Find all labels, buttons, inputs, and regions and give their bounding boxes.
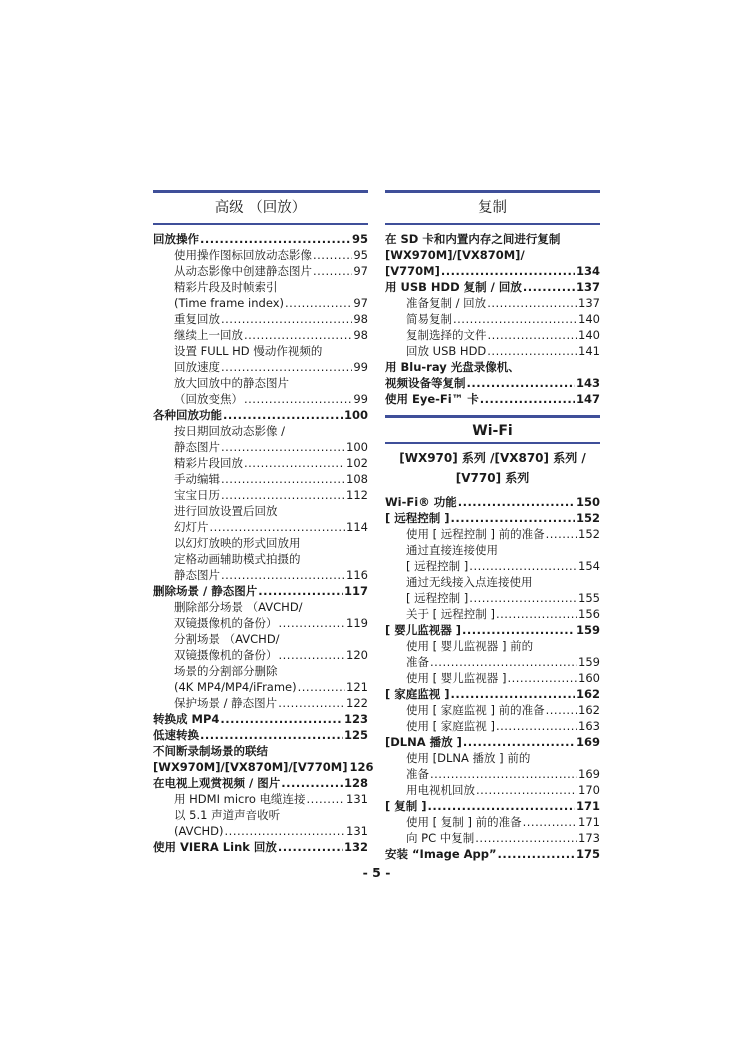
- dot-leader: [488, 327, 578, 343]
- toc-entry[interactable]: [153, 311, 368, 327]
- toc-entry[interactable]: [385, 343, 600, 359]
- dot-leader: [496, 606, 577, 622]
- toc-entry-title: 安装 “Image App”: [385, 847, 497, 861]
- toc-entry[interactable]: [385, 295, 600, 311]
- dot-leader: [430, 654, 577, 670]
- toc-entry-page: 128: [343, 776, 368, 790]
- toc-entry-title: 视频设备等复制: [385, 376, 466, 390]
- toc-entry[interactable]: [385, 814, 600, 830]
- toc-entry[interactable]: [153, 455, 368, 471]
- toc-entry-title: 使用 [ 家庭监视 ] 前的准备: [406, 703, 545, 717]
- toc-entry-page: 171: [578, 815, 600, 829]
- toc-entry-text: [WX970M]/[VX870M]/: [385, 248, 525, 262]
- toc-entry-title: 删除场景 / 静态图片: [153, 584, 258, 598]
- section-header-copy: 复制: [385, 190, 600, 225]
- toc-entry-title: 用 USB HDD 复制 / 回放: [385, 280, 522, 294]
- toc-entry-title: (4K MP4/MP4/iFrame): [174, 680, 297, 694]
- toc-entry[interactable]: [385, 327, 600, 343]
- dot-leader: [487, 343, 577, 359]
- toc-entry[interactable]: [385, 782, 600, 798]
- dot-leader: [313, 247, 352, 263]
- toc-list-right: [385, 231, 600, 407]
- toc-entry[interactable]: [153, 407, 368, 423]
- toc-entry-title: [ 婴儿监视器 ]: [385, 623, 462, 637]
- toc-entry[interactable]: [385, 734, 600, 750]
- toc-entry[interactable]: [153, 471, 368, 487]
- toc-entry-page: 131: [346, 824, 368, 838]
- dot-leader: [221, 439, 345, 455]
- dot-leader: [463, 734, 575, 750]
- toc-entry[interactable]: [385, 702, 600, 718]
- toc-entry[interactable]: [153, 439, 368, 455]
- dot-leader: [487, 295, 577, 311]
- toc-entry-page: 156: [578, 607, 600, 621]
- toc-entry-page: 147: [575, 392, 600, 406]
- toc-entry[interactable]: [385, 622, 600, 638]
- toc-entry-page: 95: [353, 248, 368, 262]
- toc-entry[interactable]: [385, 311, 600, 327]
- toc-entry-title: 简易复制: [406, 312, 452, 326]
- toc-entry-text: 使用 [ 婴儿监视器 ] 前的: [406, 639, 534, 653]
- toc-entry-page: 114: [346, 520, 368, 534]
- toc-entry[interactable]: [385, 686, 600, 702]
- toc-entry-title: 向 PC 中复制: [406, 831, 475, 845]
- toc-entry-page: 132: [343, 840, 368, 854]
- toc-entry[interactable]: [153, 295, 368, 311]
- toc-entry-title: [WX970M]/[VX870M]/[V770M]: [153, 760, 348, 774]
- toc-entry-page: 150: [575, 495, 600, 509]
- toc-entry-title: [ 远程控制 ]: [406, 559, 469, 573]
- toc-entry-title: 精彩片段回放: [174, 456, 243, 470]
- toc-entry-page: 97: [353, 296, 368, 310]
- dot-leader: [313, 263, 352, 279]
- toc-entry-title: 回放操作: [153, 232, 199, 246]
- toc-entry-page: 134: [575, 264, 600, 278]
- toc-entry-title: 使用 VIERA Link 回放: [153, 840, 277, 854]
- toc-entry[interactable]: [153, 487, 368, 503]
- toc-entry-title: Wi-Fi® 功能: [385, 495, 457, 509]
- dot-leader: [546, 526, 577, 542]
- toc-entry-title: 准备: [406, 655, 429, 669]
- toc-entry[interactable]: [153, 615, 368, 631]
- toc-entry-title: 幻灯片: [174, 520, 209, 534]
- toc-entry-title: 用电视机回放: [406, 783, 475, 797]
- toc-entry-page: 155: [578, 591, 600, 605]
- toc-entry-page: 121: [346, 680, 368, 694]
- toc-list-wifi: [385, 494, 600, 862]
- dot-leader: [244, 327, 352, 343]
- dot-leader: [451, 510, 575, 526]
- toc-entry-page: 123: [343, 712, 368, 726]
- toc-entry-page: 173: [578, 831, 600, 845]
- toc-entry-page: 169: [575, 735, 600, 749]
- dot-leader: [498, 846, 575, 862]
- toc-entry-page: 140: [578, 312, 600, 326]
- toc-entry-title: 使用 [ 家庭监视 ]: [406, 719, 495, 733]
- toc-entry-text: 定格动画辅助模式拍摄的: [174, 552, 301, 566]
- toc-entry-text: 以幻灯放映的形式回放用: [174, 536, 301, 550]
- dot-leader: [546, 702, 577, 718]
- dot-leader: [523, 814, 577, 830]
- toc-entry[interactable]: [385, 670, 600, 686]
- toc-entry-title: 使用操作图标回放动态影像: [174, 248, 312, 262]
- toc-entry-title: 准备复制 / 回放: [406, 296, 487, 310]
- toc-entry-title: 关于 [ 远程控制 ]: [406, 607, 495, 621]
- toc-entry[interactable]: [385, 798, 600, 814]
- toc-entry-title: 静态图片: [174, 440, 220, 454]
- toc-entry[interactable]: [385, 263, 600, 279]
- toc-column-left: [153, 190, 374, 855]
- dot-leader: [458, 494, 575, 510]
- toc-entry-text: 设置 FULL HD 慢动作视频的: [174, 344, 323, 358]
- toc-entry-page: 98: [353, 328, 368, 342]
- toc-entry-text: 使用 [DLNA 播放 ] 前的: [406, 751, 531, 765]
- toc-entry-page: 162: [578, 703, 600, 717]
- dot-leader: [307, 791, 346, 807]
- toc-entry-title: 保护场景 / 静态图片: [174, 696, 278, 710]
- dot-leader: [475, 830, 577, 846]
- toc-entry-text: 在 SD 卡和内置内存之间进行复制: [385, 232, 561, 246]
- toc-entry-page: 112: [346, 488, 368, 502]
- toc-entry-page: 163: [578, 719, 600, 733]
- toc-entry[interactable]: [153, 679, 368, 695]
- dot-leader: [281, 775, 343, 791]
- dot-leader: [451, 686, 575, 702]
- toc-entry-page: 100: [343, 408, 368, 422]
- toc-entry-title: (AVCHD): [174, 824, 224, 838]
- toc-entry-text: 删除部分场景 （AVCHD/: [174, 600, 303, 614]
- toc-entry[interactable]: [153, 231, 368, 247]
- toc-entry-title: 使用 Eye-Fi™ 卡: [385, 392, 479, 406]
- toc-entry-text: 以 5.1 声道声音收听: [174, 808, 281, 822]
- dot-leader: [523, 279, 575, 295]
- toc-entry-page: 119: [346, 616, 368, 630]
- toc-entry-page: 170: [578, 783, 600, 797]
- toc-entry-page: 152: [575, 511, 600, 525]
- toc-entry-title: 双镜摄像机的备份）: [174, 616, 278, 630]
- section-header-advanced-playback: 高级 （回放）: [153, 190, 368, 225]
- toc-entry-page: 141: [578, 344, 600, 358]
- toc-entry-page: 100: [346, 440, 368, 454]
- toc-entry[interactable]: [385, 526, 600, 542]
- toc-entry[interactable]: [153, 839, 368, 855]
- toc-entry-title: 各种回放功能: [153, 408, 222, 422]
- toc-entry[interactable]: [153, 391, 368, 407]
- toc-entry-page: 171: [575, 799, 600, 813]
- toc-entry-title: 用 HDMI micro 电缆连接: [174, 792, 306, 806]
- toc-entry-title: [ 复制 ]: [385, 799, 427, 813]
- dot-leader: [453, 311, 577, 327]
- dot-leader: [221, 359, 352, 375]
- toc-entry-title: 准备: [406, 767, 429, 781]
- toc-entry-title: [V770M]: [385, 264, 440, 278]
- toc-entry[interactable]: [385, 558, 600, 574]
- toc-entry-page: 98: [353, 312, 368, 326]
- toc-entry-title: 使用 [ 复制 ] 前的准备: [406, 815, 522, 829]
- toc-entry[interactable]: [385, 279, 600, 295]
- toc-entry-title: (Time frame index): [174, 296, 284, 310]
- toc-entry-text: 分割场景 （AVCHD/: [174, 632, 280, 646]
- dot-leader: [476, 782, 577, 798]
- toc-entry-page: 143: [575, 376, 600, 390]
- toc-entry[interactable]: [385, 494, 600, 510]
- toc-entry[interactable]: [153, 583, 368, 599]
- toc-entry[interactable]: [385, 606, 600, 622]
- toc-entry-title: （回放变焦）: [174, 392, 243, 406]
- toc-entry-title: 转换成 MP4: [153, 712, 220, 726]
- section-header-wifi: Wi-Fi: [385, 415, 600, 444]
- toc-entry-page: 131: [346, 792, 368, 806]
- toc-entry-text: 精彩片段及时帧索引: [174, 280, 278, 294]
- toc-entry-page: 175: [575, 847, 600, 861]
- toc-entry-page: 159: [578, 655, 600, 669]
- toc-entry-page: 95: [351, 232, 368, 246]
- toc-entry-page: 108: [346, 472, 368, 486]
- toc-entry-text: 按日期回放动态影像 /: [174, 424, 286, 438]
- toc-entry-title: 宝宝日历: [174, 488, 220, 502]
- toc-list-left: [153, 231, 374, 855]
- toc-entry-title: 低速转换: [153, 728, 199, 742]
- toc-entry-text: 放大回放中的静态图片: [174, 376, 289, 390]
- toc-entry-page: 117: [343, 584, 368, 598]
- dot-leader: [480, 391, 575, 407]
- toc-entry[interactable]: [385, 766, 600, 782]
- dot-leader: [220, 711, 343, 727]
- toc-entry-page: 152: [578, 527, 600, 541]
- dot-leader: [467, 375, 575, 391]
- dot-leader: [428, 798, 575, 814]
- toc-entry[interactable]: [153, 791, 368, 807]
- dot-leader: [507, 670, 577, 686]
- dot-leader: [469, 558, 577, 574]
- toc-entry-title: [DLNA 播放 ]: [385, 735, 462, 749]
- toc-entry-text: 场景的分割部分删除: [174, 664, 278, 678]
- toc-entry-title: 继续上一回放: [174, 328, 243, 342]
- dot-leader: [496, 718, 577, 734]
- wifi-models-line-2: [V770] 系列: [455, 471, 530, 485]
- toc-entry-page: 159: [575, 623, 600, 637]
- toc-entry[interactable]: [153, 647, 368, 663]
- dot-leader: [441, 263, 575, 279]
- toc-column-right: [385, 190, 600, 862]
- dot-leader: [285, 295, 352, 311]
- toc-entry-page: 120: [346, 648, 368, 662]
- toc-entry-page: 160: [578, 671, 600, 685]
- toc-entry-title: 复制选择的文件: [406, 328, 487, 342]
- toc-entry[interactable]: [153, 775, 368, 791]
- dot-leader: [221, 471, 345, 487]
- toc-entry-page: 140: [578, 328, 600, 342]
- toc-entry-text: 用 Blu-ray 光盘录像机、: [385, 360, 520, 374]
- dot-leader: [221, 567, 345, 583]
- dot-leader: [244, 391, 352, 407]
- toc-entry-page: 162: [575, 687, 600, 701]
- toc-entry[interactable]: [153, 695, 368, 711]
- toc-entry-page: 126: [349, 760, 374, 774]
- dot-leader: [258, 583, 343, 599]
- dot-leader: [200, 727, 343, 743]
- toc-entry-page: 125: [343, 728, 368, 742]
- toc-entry-title: 回放速度: [174, 360, 220, 374]
- toc-entry-page: 116: [346, 568, 368, 582]
- toc-entry[interactable]: [153, 711, 368, 727]
- toc-entry-text: 进行回放设置后回放: [174, 504, 278, 518]
- toc-entry-title: 使用 [ 婴儿监视器 ]: [406, 671, 507, 685]
- toc-entry-title: 回放 USB HDD: [406, 344, 487, 358]
- toc-entry-title: 使用 [ 远程控制 ] 前的准备: [406, 527, 545, 541]
- toc-entry[interactable]: [153, 519, 368, 535]
- dot-leader: [469, 590, 577, 606]
- toc-entry-page: 122: [346, 696, 368, 710]
- dot-leader: [221, 487, 345, 503]
- dot-leader: [225, 823, 346, 839]
- toc-entry-title: 手动编辑: [174, 472, 220, 486]
- toc-entry[interactable]: [385, 375, 600, 391]
- toc-entry[interactable]: [153, 247, 368, 263]
- toc-entry[interactable]: [153, 759, 374, 775]
- toc-entry-title: 在电视上观赏视频 / 图片: [153, 776, 281, 790]
- dot-leader: [244, 455, 345, 471]
- dot-leader: [223, 407, 343, 423]
- toc-entry[interactable]: [385, 718, 600, 734]
- toc-entry[interactable]: [385, 391, 600, 407]
- toc-entry[interactable]: [385, 846, 600, 862]
- toc-entry-title: [ 家庭监视 ]: [385, 687, 450, 701]
- toc-entry[interactable]: [385, 590, 600, 606]
- toc-entry-page: 169: [578, 767, 600, 781]
- toc-entry[interactable]: [153, 727, 368, 743]
- toc-entry[interactable]: [385, 654, 600, 670]
- toc-entry[interactable]: [153, 327, 368, 343]
- toc-entry-page: 97: [353, 264, 368, 278]
- dot-leader: [279, 615, 346, 631]
- toc-entry[interactable]: [385, 830, 600, 846]
- dot-leader: [279, 647, 346, 663]
- toc-entry-page: 154: [578, 559, 600, 573]
- toc-entry-title: 双镜摄像机的备份）: [174, 648, 278, 662]
- toc-entry-text: 通过直接连接使用: [406, 543, 498, 557]
- wifi-models-line-1: [WX970] 系列 /[VX870] 系列 /: [399, 451, 586, 465]
- toc-entry-title: 静态图片: [174, 568, 220, 582]
- toc-entry[interactable]: [153, 359, 368, 375]
- dot-leader: [278, 839, 343, 855]
- toc-entry[interactable]: [153, 823, 368, 839]
- dot-leader: [462, 622, 575, 638]
- toc-entry-page: 137: [575, 280, 600, 294]
- dot-leader: [221, 311, 352, 327]
- toc-entry[interactable]: [385, 510, 600, 526]
- toc-entry-title: [ 远程控制 ]: [406, 591, 469, 605]
- page-number: - 5 -: [362, 865, 391, 880]
- dot-leader: [430, 766, 577, 782]
- toc-entry-title: 从动态影像中创建静态图片: [174, 264, 312, 278]
- toc-entry-title: [ 远程控制 ]: [385, 511, 450, 525]
- toc-entry-page: 99: [353, 360, 368, 374]
- dot-leader: [298, 679, 345, 695]
- toc-entry-text: 不间断录制场景的联结: [153, 744, 268, 758]
- dot-leader: [210, 519, 346, 535]
- toc-entry-page: 102: [346, 456, 368, 470]
- toc-entry[interactable]: [153, 567, 368, 583]
- toc-entry-title: 重复回放: [174, 312, 220, 326]
- dot-leader: [278, 695, 345, 711]
- toc-entry-page: 99: [353, 392, 368, 406]
- toc-entry[interactable]: [153, 263, 368, 279]
- toc-entry-text: 通过无线接入点连接使用: [406, 575, 533, 589]
- dot-leader: [200, 231, 351, 247]
- toc-entry-page: 137: [578, 296, 600, 310]
